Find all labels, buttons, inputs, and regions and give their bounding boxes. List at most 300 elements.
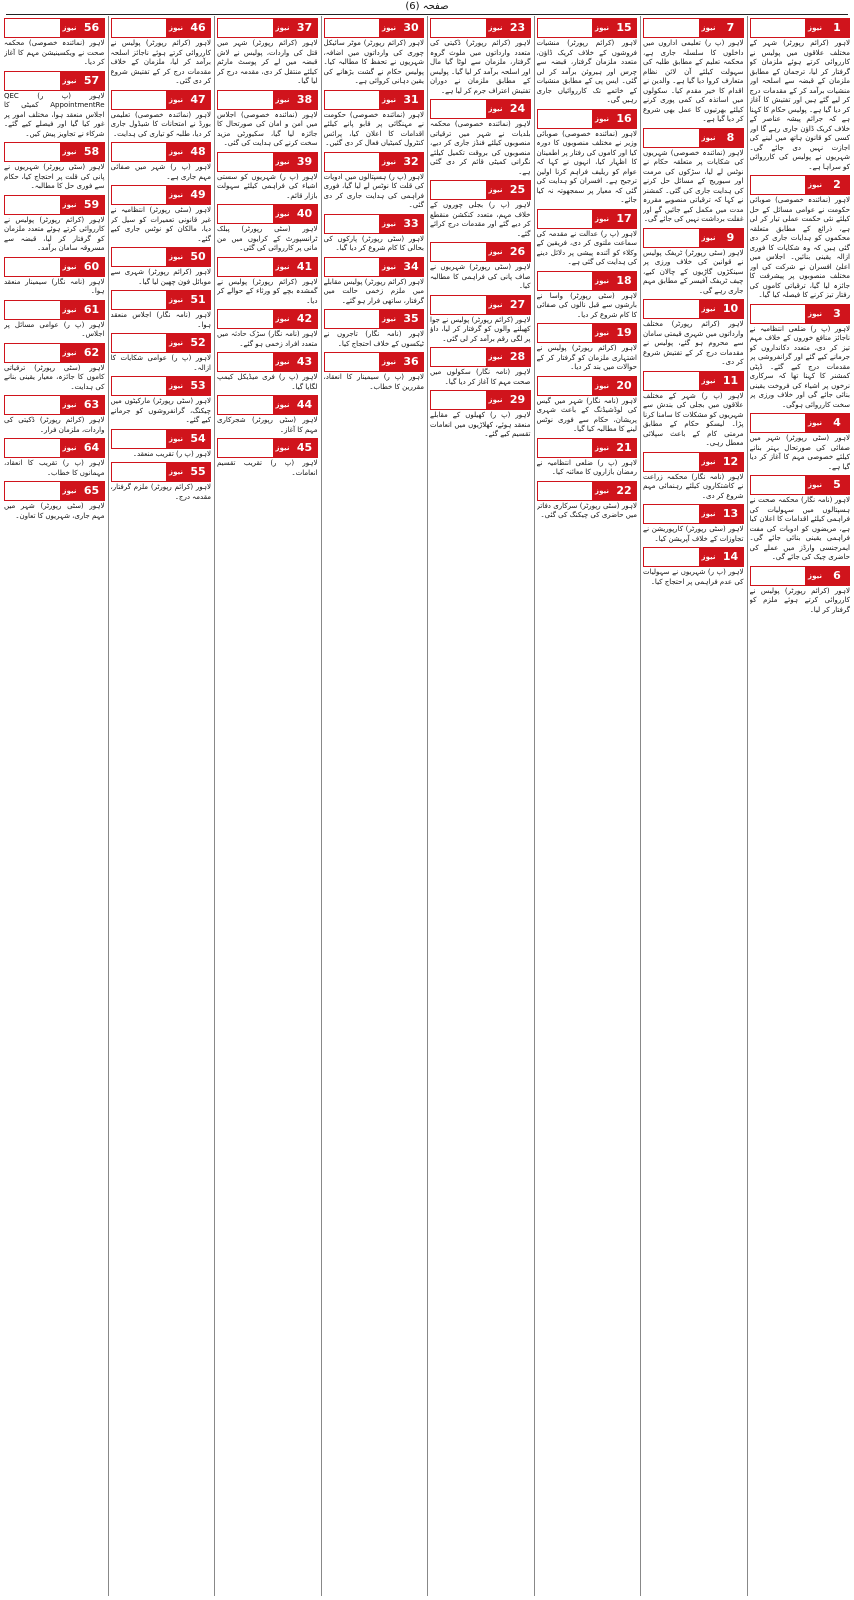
news-body-text: لاہور (نمائندہ خصوصی) شہریوں کی شکایات پر متعلقہ حکام نے نوٹس لے لیا، سڑکوں کی مرمت اور سیوریج کے مسائل حل کرنے کی ہدایت جاری کی گئی۔ کمشنر نے کہا کہ ترقیاتی منصوبے مقررہ مدت میں مکمل کیے جائیں گے اور غفلت برداشت نہیں کی جائے گی۔ (643, 148, 744, 223)
news-column (430, 16, 531, 1596)
news-body-text: لاہور (سٹی رپورٹر) کارپوریشن نے تجاوزات کے خلاف آپریشن کیا۔ (643, 525, 744, 543)
tag-label: نیوز (486, 243, 506, 261)
tag-bar (538, 439, 593, 457)
news-item (111, 185, 212, 244)
tag-label: نیوز (166, 91, 186, 109)
tag-label: نیوز (273, 353, 293, 371)
tag-label: نیوز (592, 210, 612, 228)
item-number: 36 (399, 353, 423, 371)
item-number: 55 (186, 463, 210, 481)
tag-label: نیوز (166, 334, 186, 352)
news-body-text: لاہور (نامہ نگار) اجلاس منعقد ہوا۔ (110, 311, 211, 329)
item-number: 45 (293, 439, 317, 457)
tag-bar (751, 567, 806, 585)
item-number: 23 (506, 19, 530, 37)
tag-bar (5, 482, 60, 500)
item-number: 33 (399, 215, 423, 233)
news-body-text: لاہور (سٹی رپورٹر) ٹریفک پولیس نے قوانین کی خلاف ورزی پر سینکڑوں گاڑیوں کے چالان کیے، چیف ٹریفک آفیسر کے مطابق مہم جاری رہے گی۔ (643, 248, 744, 295)
news-column (217, 16, 318, 1596)
tag-label: نیوز (273, 310, 293, 328)
tag-bar (5, 301, 60, 319)
news-body-text: لاہور (سٹی رپورٹر) واسا نے بارشوں سے قبل نالوں کی صفائی کا کام شروع کر دیا۔ (536, 291, 637, 319)
tag-bar (538, 19, 593, 37)
news-item (750, 475, 851, 563)
tag-label: نیوز (805, 19, 825, 37)
news-item (324, 214, 425, 254)
news-body-text: لاہور (کرائم رپورٹر) ڈکیتی کی متعدد وارداتوں میں ملوث گروہ گرفتار، ملزمان سے لوٹا گیا مال اور اسلحہ برآمد کر لیا گیا۔ پولیس کے مطابق ملزمان نے دوران تفتیش اعتراف جرم کر لیا ہے۔ (430, 39, 531, 95)
item-number: 53 (186, 377, 210, 395)
tag-bar (112, 248, 167, 266)
item-number: 38 (293, 91, 317, 109)
item-number: 24 (506, 100, 530, 118)
item-number: 59 (80, 196, 104, 214)
news-tag (217, 257, 318, 277)
news-body-text: لاہور (کرائم رپورٹر) پولیس نے اشتہاری ملزمان کو گرفتار کر کے حوالات میں بند کر دیا۔ (536, 344, 637, 371)
news-item (111, 376, 212, 426)
news-tag (4, 300, 105, 320)
tag-bar (538, 324, 593, 342)
news-tag (324, 309, 425, 329)
news-item (4, 343, 105, 393)
tag-bar (218, 91, 273, 109)
tag-bar (538, 110, 593, 128)
news-item (4, 71, 105, 140)
news-item (111, 18, 212, 87)
news-body-text: لاہور (نامہ نگار) محکمہ زراعت نے کاشتکاروں کیلئے رہنمائی مہم شروع کر دی۔ (643, 472, 744, 500)
news-body-text: لاہور (نمائندہ خصوصی) اجلاس میں امن و امان کی صورتحال کا جائزہ لیا گیا، سکیورٹی مزید سخت کرنے کی ہدایت کی گئی۔ (217, 110, 318, 147)
news-item (4, 300, 105, 340)
column-separator (747, 16, 748, 1596)
news-body-text: لاہور (پ ر) سیمینار کا انعقاد، مقررین کا خطاب۔ (323, 373, 424, 391)
news-body-text: لاہور (سٹی رپورٹر) پارکوں کی بحالی کا کام شروع کر دیا گیا۔ (323, 234, 424, 252)
tag-bar (218, 19, 273, 37)
news-body-text: لاہور (پ ر) تقریب کا انعقاد، مہمانوں کا خطاب۔ (4, 459, 105, 477)
tag-bar (325, 258, 380, 276)
news-item (430, 18, 531, 96)
news-body-text: لاہور (پ ر) ضلعی انتظامیہ نے رمضان بازاروں کا معائنہ کیا۔ (536, 458, 637, 476)
news-body-text: لاہور (سٹی رپورٹر) ترقیاتی کاموں کا جائزہ، معیار یقینی بنانے کی ہدایت۔ (4, 363, 105, 391)
tag-label: نیوز (273, 153, 293, 171)
news-item (4, 481, 105, 521)
tag-bar (751, 176, 806, 194)
news-tag (750, 413, 851, 433)
item-number: 19 (612, 324, 636, 342)
news-body-text: لاہور (کرائم رپورٹر) پولیس نے کارروائی کرتے ہوئے متعدد ملزمان کو گرفتار کر لیا، قبضہ سے مسروقہ سامان برآمد۔ (4, 215, 105, 252)
news-item (750, 304, 851, 411)
item-number: 17 (612, 210, 636, 228)
news-body-text: لاہور (پ ر) تقریب منعقد۔ (132, 449, 211, 458)
item-number: 57 (80, 72, 104, 90)
item-number: 43 (293, 353, 317, 371)
item-number: 29 (506, 391, 530, 409)
tag-bar (218, 258, 273, 276)
news-tag (430, 242, 531, 262)
news-item (217, 395, 318, 435)
news-item (111, 290, 212, 330)
news-body-text: لاہور (پ ر) عوامی شکایات کا ازالہ۔ (110, 354, 211, 372)
item-number: 9 (719, 229, 743, 247)
tag-label: نیوز (592, 439, 612, 457)
news-body-text: لاہور (کرائم رپورٹر) مختلف وارداتوں میں شہری قیمتی سامان سے محروم ہو گئے، پولیس نے مقدمات درج کر کے تفتیش شروع کر دی۔ (643, 320, 744, 366)
item-number: 62 (80, 344, 104, 362)
item-number: 50 (186, 248, 210, 266)
tag-label: نیوز (699, 229, 719, 247)
news-item (324, 90, 425, 149)
item-number: 27 (506, 296, 530, 314)
tag-bar (5, 19, 60, 37)
news-tag (430, 390, 531, 410)
tag-label: نیوز (60, 19, 80, 37)
news-item (217, 257, 318, 307)
news-body-text: لاہور (سٹی رپورٹر) مارکیٹوں میں چیکنگ، گرانفروشوں کو جرمانے کیے گئے۔ (110, 397, 211, 424)
news-body-text: لاہور (کرائم رپورٹر) پولیس نے جوا کھیلنے والوں کو گرفتار کر لیا، داؤ پر لگی رقم برآمد کر لی گئی۔ (430, 315, 531, 343)
news-tag (4, 257, 105, 277)
news-tag (430, 347, 531, 367)
news-body-text: لاہور (نامہ نگار) محکمہ صحت نے ہسپتالوں میں سہولیات کی فراہمی کیلئے اقدامات کا اعلان کیا ہے، مریضوں کو ادویات کی مفت فراہمی یقینی بنائی جائے گی۔ ایمرجنسی وارڈز میں عملے کی حاضری چیک کی جائے گی۔ (749, 496, 850, 561)
news-tag (111, 247, 212, 267)
news-body-text: لاہور (سٹی رپورٹر) شہر میں مہم جاری، شہریوں کا تعاون۔ (4, 502, 105, 520)
tag-bar (431, 243, 486, 261)
tag-bar (5, 196, 60, 214)
tag-bar (218, 439, 273, 457)
news-body-text: لاہور (نمائندہ خصوصی) صوبائی وزیر نے مختلف منصوبوں کا دورہ کیا اور کاموں کی رفتار پر اطمینان کا اظہار کیا، انہوں نے کہا کہ عوام کو ریلیف فراہم کرنا اولین ترجیح ہے۔ افسران کو ہدایت کی گئی کہ معیار پر سمجھوتہ نہ کیا جائے۔ (536, 129, 637, 204)
news-body-text: لاہور (نامہ نگار) سڑک حادثہ میں متعدد افراد زخمی ہو گئے۔ (217, 330, 318, 348)
news-item (4, 142, 105, 192)
news-body-text: لاہور (پ ر) فری میڈیکل کیمپ لگایا گیا۔ (217, 373, 318, 391)
item-number: 46 (186, 19, 210, 37)
item-number: 5 (825, 476, 849, 494)
news-tag (643, 452, 744, 472)
news-item (537, 438, 638, 478)
news-tag (111, 90, 212, 110)
news-tag (4, 395, 105, 415)
tag-label: نیوز (379, 153, 399, 171)
news-item (324, 257, 425, 307)
news-item (750, 18, 851, 172)
news-tag (750, 304, 851, 324)
tag-bar (112, 291, 167, 309)
tag-label: نیوز (592, 19, 612, 37)
tag-bar (431, 296, 486, 314)
item-number: 7 (719, 19, 743, 37)
item-number: 28 (506, 348, 530, 366)
tag-bar (218, 205, 273, 223)
news-tag (111, 429, 212, 449)
tag-label: نیوز (699, 19, 719, 37)
news-tag (537, 109, 638, 129)
news-tag (111, 18, 212, 38)
news-tag (537, 481, 638, 501)
tag-bar (325, 153, 380, 171)
tag-label: نیوز (592, 324, 612, 342)
news-body-text: لاہور (سٹی رپورٹر) شہریوں نے صاف پانی کی فراہمی کا مطالبہ کیا۔ (430, 263, 531, 290)
news-tag (111, 462, 212, 482)
news-tag (217, 204, 318, 224)
news-tag (324, 152, 425, 172)
news-tag (643, 18, 744, 38)
news-item (324, 152, 425, 211)
news-item (324, 309, 425, 349)
tag-bar (431, 19, 486, 37)
news-body-text: لاہور (پ ر) شہریوں کو سستی اشیاء کی فراہمی کیلئے سہولت بازار قائم۔ (217, 172, 318, 200)
news-tag (537, 323, 638, 343)
news-item (430, 390, 531, 440)
news-tag (430, 180, 531, 200)
item-number: 42 (293, 310, 317, 328)
item-number: 12 (719, 453, 743, 471)
item-number: 56 (80, 19, 104, 37)
item-number: 21 (612, 439, 636, 457)
news-item (643, 18, 744, 125)
news-body-text: لاہور (نامہ نگار) شہر میں گیس کی لوڈشیڈنگ کے باعث شہری پریشان، حکام سے فوری نوٹس لینے کا مطالبہ کیا گیا۔ (536, 396, 637, 433)
news-item (111, 429, 212, 460)
news-tag (643, 504, 744, 524)
news-body-text: لاہور (کرائم رپورٹر) ڈکیتی کی واردات، ملزمان فرار۔ (4, 416, 105, 434)
item-number: 37 (293, 19, 317, 37)
news-tag (111, 376, 212, 396)
tag-label: نیوز (379, 19, 399, 37)
news-body-text: لاہور (کرائم رپورٹر) شہری سے موبائل فون چھین لیا گیا۔ (110, 268, 211, 286)
item-number: 22 (612, 482, 636, 500)
news-body-text: لاہور (سٹی رپورٹر) انتظامیہ نے غیر قانونی تعمیرات کو سیل کر دیا، مالکان کو نوٹس جاری کیے گئے۔ (110, 206, 211, 243)
news-body-text: لاہور (نمائندہ خصوصی) محکمہ بلدیات نے شہر میں ترقیاتی منصوبوں کیلئے فنڈز جاری کر دیے، منصوبوں کی بروقت تکمیل کیلئے نگرانی کمیٹی قائم کر دی گئی ہے۔ (430, 120, 531, 176)
tag-bar (431, 348, 486, 366)
news-tag (217, 90, 318, 110)
tag-bar (5, 258, 60, 276)
news-tag (750, 18, 851, 38)
news-tag (4, 18, 105, 38)
tag-bar (112, 186, 167, 204)
news-tag (430, 99, 531, 119)
item-number: 34 (399, 258, 423, 276)
tag-bar (5, 439, 60, 457)
tag-bar (112, 334, 167, 352)
tag-bar (218, 310, 273, 328)
tag-label: نیوز (805, 176, 825, 194)
news-item (643, 504, 744, 544)
tag-label: نیوز (60, 344, 80, 362)
tag-label: نیوز (592, 272, 612, 290)
tag-label: نیوز (273, 439, 293, 457)
item-number: 20 (612, 377, 636, 395)
tag-label: نیوز (486, 19, 506, 37)
news-body-text: لاہور (کرائم رپورٹر) پولیس نے کارروائی کرتے ہوئے ناجائز اسلحہ برآمد کر لیا، ملزمان کے خلاف مقدمات درج کر کے تفتیش شروع کر دی گئی۔ (110, 39, 211, 85)
item-number: 2 (825, 176, 849, 194)
tag-label: نیوز (166, 377, 186, 395)
news-body-text: لاہور (پ ر) تعلیمی اداروں میں داخلوں کا سلسلہ جاری ہے، محکمہ تعلیم کے مطابق طلبہ کی سہولت کیلئے آن لائن نظام متعارف کروا دیا گیا ہے۔ والدین نے اقدام کا خیر مقدم کیا۔ سکولوں میں اساتذہ کی کمی پوری کرنے کیلئے بھرتیوں کا عمل بھی شروع کر دیا گیا ہے۔ (643, 39, 744, 123)
item-number: 47 (186, 91, 210, 109)
tag-label: نیوز (592, 482, 612, 500)
news-body-text: لاہور (نمائندہ خصوصی) حکومت نے مہنگائی پر قابو پانے کیلئے اقدامات کا اعلان کیا، پرائس کنٹرول کمیٹیاں فعال کر دی گئیں۔ (323, 110, 424, 147)
tag-bar (538, 210, 593, 228)
news-item (643, 452, 744, 502)
item-number: 1 (825, 19, 849, 37)
news-tag (324, 214, 425, 234)
news-item (430, 295, 531, 345)
news-tag (217, 352, 318, 372)
news-item (111, 462, 212, 502)
news-column (537, 16, 638, 1596)
news-tag (111, 185, 212, 205)
tag-label: نیوز (60, 258, 80, 276)
item-number: 13 (719, 505, 743, 523)
tag-label: نیوز (805, 476, 825, 494)
item-number: 52 (186, 334, 210, 352)
tag-bar (325, 91, 380, 109)
news-body-text: لاہور (نمائندہ خصوصی) تعلیمی بورڈ نے امتحانات کا شیڈول جاری کر دیا، طلبہ کو تیاری کی ہدایت۔ (110, 110, 211, 138)
item-number: 26 (506, 243, 530, 261)
tag-bar (112, 377, 167, 395)
item-number: 41 (293, 258, 317, 276)
news-item (111, 90, 212, 140)
news-item (217, 152, 318, 202)
news-body-text: لاہور (کرائم رپورٹر) شہر میں قتل کی واردات، پولیس نے لاش قبضہ میں لے کر پوسٹ مارٹم کیلئے منتقل کر دی، مقدمہ درج کر لیا گیا۔ (217, 39, 318, 85)
tag-label: نیوز (166, 430, 186, 448)
tag-bar (751, 414, 806, 432)
news-item (217, 309, 318, 349)
tag-label: نیوز (699, 129, 719, 147)
news-item (537, 271, 638, 321)
item-number: 32 (399, 153, 423, 171)
news-body-text: لاہور (سٹی رپورٹر) شہریوں نے پانی کی قلت پر احتجاج کیا، حکام سے فوری حل کا مطالبہ۔ (4, 163, 105, 190)
tag-label: نیوز (699, 300, 719, 318)
news-item (4, 18, 105, 68)
news-item (537, 209, 638, 268)
news-tag (4, 438, 105, 458)
item-number: 8 (719, 129, 743, 147)
tag-label: نیوز (60, 72, 80, 90)
news-tag (537, 376, 638, 396)
tag-bar (218, 396, 273, 414)
news-body-text: لاہور (پ ر) ضلعی انتظامیہ نے ناجائز منافع خوروں کے خلاف مہم تیز کر دی، متعدد دکانداروں کو جرمانے کیے گئے اور گرانفروشی پر مقدمات درج کیے گئے۔ ڈپٹی کمشنر کا کہنا تھا کہ سرکاری نرخوں پر اشیاء کی فروخت یقینی بنائی جائے گی اور خلاف ورزی پر سخت کارروائی ہوگی۔ (749, 324, 850, 409)
tag-bar (644, 129, 699, 147)
tag-bar (431, 181, 486, 199)
news-tag (324, 257, 425, 277)
tag-label: نیوز (592, 110, 612, 128)
news-item (430, 99, 531, 177)
item-number: 40 (293, 205, 317, 223)
tag-bar (431, 100, 486, 118)
news-tag (750, 566, 851, 586)
item-number: 61 (80, 301, 104, 319)
item-number: 64 (80, 439, 104, 457)
news-body-text: لاہور (پ ر) عوامی مسائل پر اجلاس۔ (4, 320, 105, 338)
news-columns (4, 16, 850, 1596)
tag-bar (644, 548, 699, 566)
item-number: 18 (612, 272, 636, 290)
news-body-text: لاہور (سٹی رپورٹر) پبلک ٹرانسپورٹ کے کرایوں میں من مانی پر کارروائی کی گئی۔ (217, 225, 318, 252)
news-item (111, 247, 212, 287)
header-rule (6, 14, 848, 15)
tag-bar (5, 344, 60, 362)
item-number: 15 (612, 19, 636, 37)
tag-label: نیوز (486, 348, 506, 366)
news-body-text: لاہور (کرائم رپورٹر) پولیس نے گمشدہ بچے کو ورثاء کے حوالے کر دیا۔ (217, 277, 318, 305)
item-number: 48 (186, 143, 210, 161)
tag-bar (644, 229, 699, 247)
tag-bar (218, 353, 273, 371)
news-tag (217, 395, 318, 415)
tag-label: نیوز (166, 248, 186, 266)
news-tag (537, 438, 638, 458)
item-number: 31 (399, 91, 423, 109)
news-item (324, 352, 425, 392)
tag-label: نیوز (486, 181, 506, 199)
item-number: 30 (399, 19, 423, 37)
news-tag (643, 228, 744, 248)
column-separator (640, 16, 641, 1596)
item-number: 60 (80, 258, 104, 276)
news-column (643, 16, 744, 1596)
tag-bar (644, 300, 699, 318)
news-tag (4, 142, 105, 162)
news-item (217, 90, 318, 149)
news-tag (643, 547, 744, 567)
news-column (4, 16, 105, 1596)
news-body-text: لاہور (سٹی رپورٹر) شہر میں صفائی کی صورتحال بہتر بنانے کیلئے خصوصی مہم کا آغاز کر دیا گیا ہے۔ (749, 434, 850, 471)
news-column (750, 16, 851, 1596)
tag-bar (644, 19, 699, 37)
item-number: 3 (825, 305, 849, 323)
news-item (4, 438, 105, 478)
news-tag (750, 175, 851, 195)
tag-label: نیوز (273, 205, 293, 223)
tag-label: نیوز (60, 143, 80, 161)
news-tag (4, 195, 105, 215)
news-tag (537, 209, 638, 229)
column-separator (321, 16, 322, 1596)
item-number: 39 (293, 153, 317, 171)
news-column (324, 16, 425, 1596)
page-number: صفحہ (6) (405, 1, 449, 12)
news-body-text: لاہور (سٹی رپورٹر) سرکاری دفاتر میں حاضری کی چیکنگ کی گئی۔ (536, 501, 637, 519)
news-item (217, 204, 318, 254)
tag-label: نیوز (273, 19, 293, 37)
tag-label: نیوز (379, 353, 399, 371)
item-number: 6 (825, 567, 849, 585)
news-item (537, 18, 638, 106)
news-item (217, 438, 318, 478)
tag-bar (325, 215, 380, 233)
item-number: 54 (186, 430, 210, 448)
news-tag (217, 438, 318, 458)
tag-label: نیوز (273, 258, 293, 276)
tag-label: نیوز (166, 463, 186, 481)
news-item (750, 566, 851, 616)
tag-label: نیوز (273, 91, 293, 109)
news-body-text: لاہور (سٹی رپورٹر) شجرکاری مہم کا آغاز۔ (217, 416, 318, 434)
news-body-text: لاہور (پ ر) شہر میں صفائی مہم جاری ہے۔ (110, 163, 211, 181)
news-item (4, 257, 105, 297)
tag-bar (5, 143, 60, 161)
news-item (4, 195, 105, 254)
news-column (111, 16, 212, 1596)
news-tag (4, 71, 105, 91)
item-number: 25 (506, 181, 530, 199)
tag-bar (218, 153, 273, 171)
item-number: 63 (80, 396, 104, 414)
tag-label: نیوز (379, 215, 399, 233)
news-body-text: لاہور (کرائم رپورٹر) ملزم گرفتار، مقدمہ درج۔ (110, 483, 211, 501)
news-body-text: لاہور (پ ر) شہر کے مختلف علاقوں میں بجلی کی بندش سے شہریوں کو مشکلات کا سامنا کرنا پڑا۔ لیسکو حکام کے مطابق مرمتی کام کے باعث سپلائی معطل رہی۔ (643, 391, 744, 447)
tag-bar (112, 463, 167, 481)
news-item (217, 18, 318, 87)
news-body-text: لاہور (نامہ نگار) سیمینار منعقد ہوا۔ (4, 277, 105, 295)
tag-label: نیوز (805, 305, 825, 323)
news-tag (537, 18, 638, 38)
item-number: 58 (80, 143, 104, 161)
tag-label: نیوز (699, 372, 719, 390)
